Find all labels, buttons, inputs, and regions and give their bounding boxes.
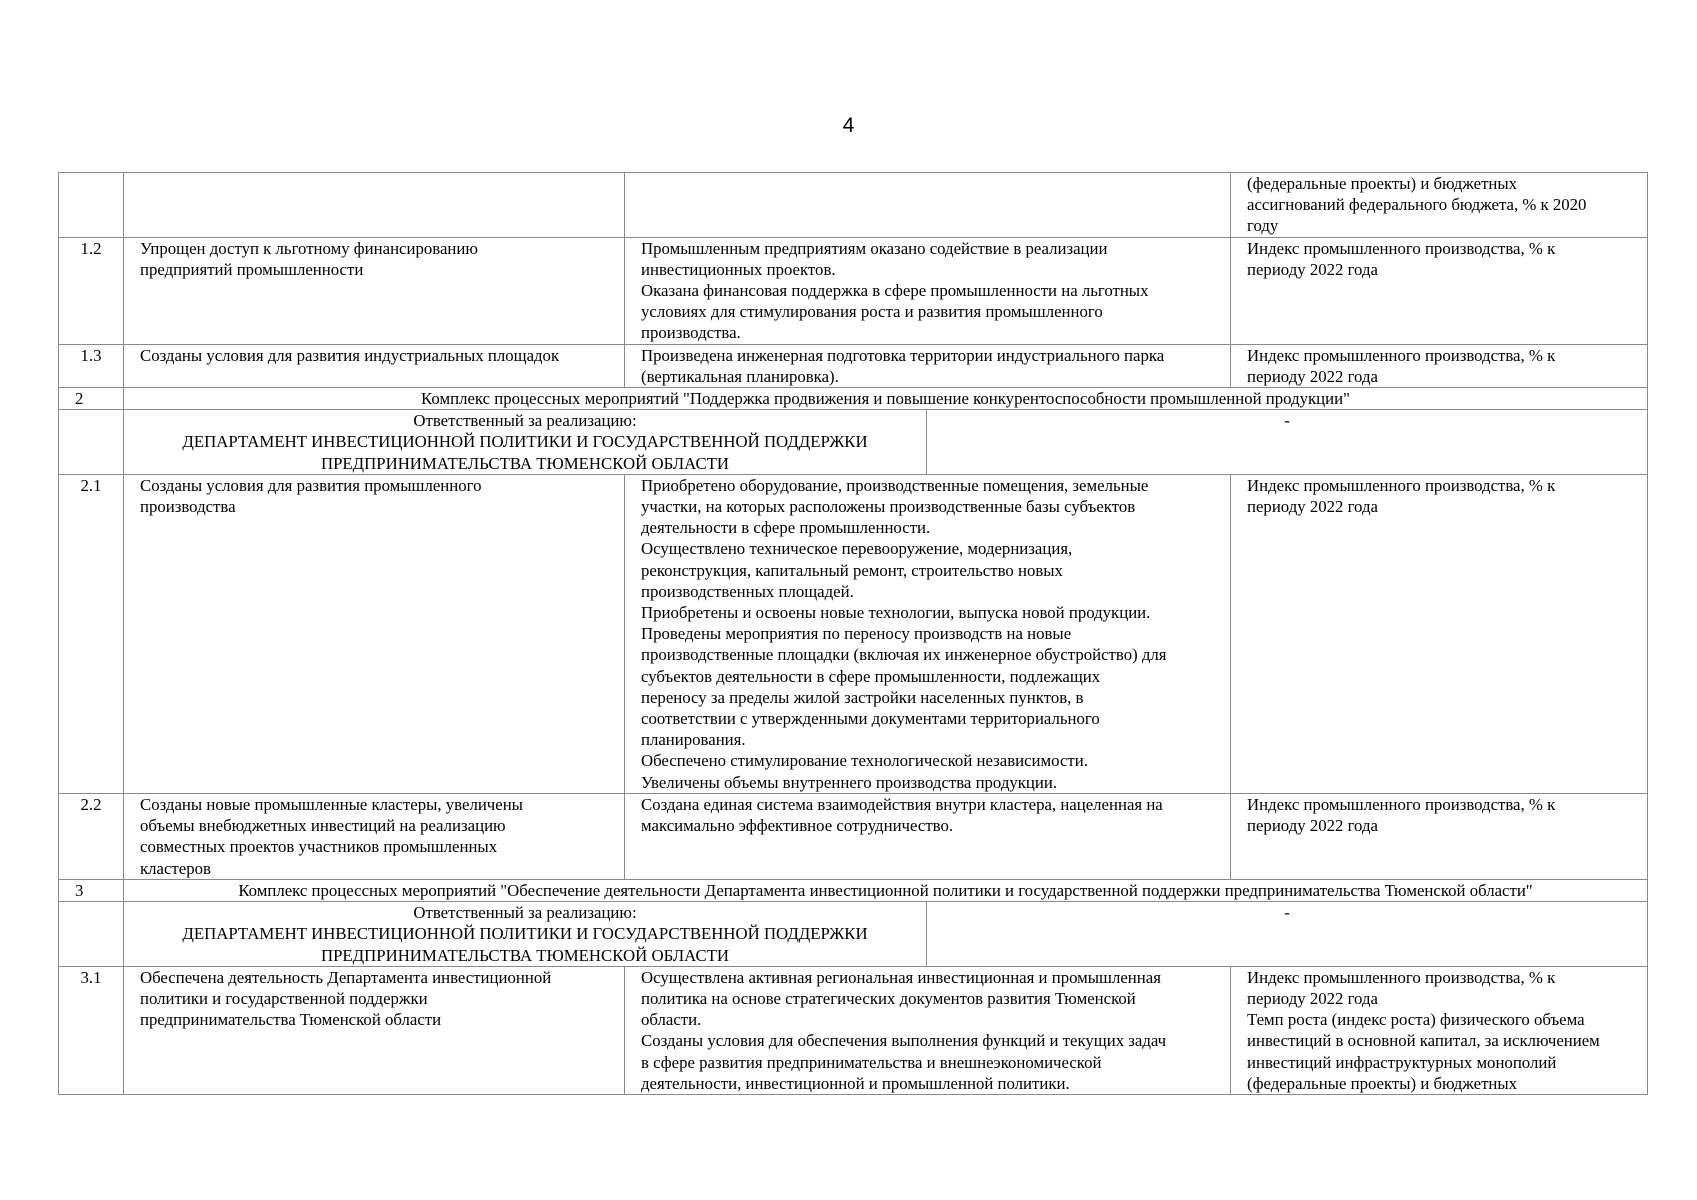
result-cell: Приобретено оборудование, производственные помещения, земельные участки, на которых расположены производственные базы субъектов деятельности в сфере промышленности. Осуществлено техническое перевооружение, модернизация, реконструкция, капитальный ремонт, строительство новых производственных площадей. Приобретены и освоены новые технологии, выпуска новой продукции. Проведены мероприятия по переносу производств на новые производственные площадки (включая их инженерное обустройство) для субъектов деятельности в сфере промышленности, подлежащих переносу за пределы жилой застройки населенных пунктов, в соответствии с утвержденными документами территориального планирования. Обеспечено стимулирование технологической независимости. Увеличены объемы внутреннего производства продукции. — [625, 474, 1231, 793]
table-row — [59, 344, 1648, 387]
indicator-cell: Индекс промышленного производства, % к периоду 2022 года Темп роста (индекс роста) физического объема инвестиций в основной капитал, за исключением инвестиций инфраструктурных монополий (федеральные проекты) и бюджетных — [1231, 966, 1648, 1094]
responsible-row — [59, 410, 1648, 475]
table-row — [59, 173, 1648, 238]
table-row — [59, 237, 1648, 344]
responsible-row — [59, 902, 1648, 967]
indicator-cell: Индекс промышленного производства, % к периоду 2022 года — [1231, 793, 1648, 879]
row-number: 3.1 — [59, 966, 124, 1094]
page-number: 4 — [842, 114, 855, 137]
result-cell: Создана единая система взаимодействия внутри кластера, нацеленная на максимально эффективное сотрудничество. — [625, 793, 1231, 879]
responsible-label: Ответственный за реализацию: ДЕПАРТАМЕНТ ИНВЕСТИЦИОННОЙ ПОЛИТИКИ И ГОСУДАРСТВЕННОЙ ПОДДЕРЖКИ ПРЕДПРИНИМАТЕЛЬСТВА ТЮМЕНСКОЙ ОБЛАСТИ — [124, 902, 927, 967]
indicator-cell: Индекс промышленного производства, % к периоду 2022 года — [1231, 237, 1648, 344]
empty-cell — [59, 410, 124, 475]
task-cell: Упрощен доступ к льготному финансированию предприятий промышленности — [124, 237, 625, 344]
indicator-cell: (федеральные проекты) и бюджетных ассигнований федерального бюджета, % к 2020 году — [1231, 173, 1648, 238]
task-cell: Созданы новые промышленные кластеры, увеличены объемы внебюджетных инвестиций на реализацию совместных проектов участников промышленных кластеров — [124, 793, 625, 879]
row-number: 2.2 — [59, 793, 124, 879]
table-row — [59, 793, 1648, 879]
row-number: 2.1 — [59, 474, 124, 793]
row-number: 1.2 — [59, 237, 124, 344]
indicator-cell: Индекс промышленного производства, % к периоду 2022 года — [1231, 344, 1648, 387]
task-cell: Обеспечена деятельность Департамента инвестиционной политики и государственной поддержки предпринимательства Тюменской области — [124, 966, 625, 1094]
section-number: 3 — [59, 879, 124, 901]
row-number: 1.3 — [59, 344, 124, 387]
task-cell: Созданы условия для развития индустриальных площадок — [124, 344, 625, 387]
section-row — [59, 388, 1648, 410]
row-number — [59, 173, 124, 238]
result-cell: Осуществлена активная региональная инвестиционная и промышленная политика на основе стратегических документов развития Тюменской области. Созданы условия для обеспечения выполнения функций и текущих задач в сфере развития предпринимательства и внешнеэкономической деятельности, инвестиционной и промышленной политики. — [625, 966, 1231, 1094]
results-table — [58, 172, 1648, 1095]
responsible-label: Ответственный за реализацию: ДЕПАРТАМЕНТ ИНВЕСТИЦИОННОЙ ПОЛИТИКИ И ГОСУДАРСТВЕННОЙ ПОДДЕРЖКИ ПРЕДПРИНИМАТЕЛЬСТВА ТЮМЕНСКОЙ ОБЛАСТИ — [124, 410, 927, 475]
responsible-value: - — [927, 410, 1648, 475]
result-cell: Произведена инженерная подготовка территории индустриального парка (вертикальная планировка). — [625, 344, 1231, 387]
responsible-value: - — [927, 902, 1648, 967]
table-row — [59, 966, 1648, 1094]
empty-cell — [59, 902, 124, 967]
section-title: Комплекс процессных мероприятий "Обеспечение деятельности Департамента инвестиционной политики и государственной поддержки предпринимательства Тюменской области" — [124, 879, 1648, 901]
table-row — [59, 474, 1648, 793]
section-row — [59, 879, 1648, 901]
result-cell: Промышленным предприятиям оказано содействие в реализации инвестиционных проектов. Оказана финансовая поддержка в сфере промышленности на льготных условиях для стимулирования роста и развития промышленного производства. — [625, 237, 1231, 344]
result-cell — [625, 173, 1231, 238]
task-cell — [124, 173, 625, 238]
indicator-cell: Индекс промышленного производства, % к периоду 2022 года — [1231, 474, 1648, 793]
task-cell: Созданы условия для развития промышленного производства — [124, 474, 625, 793]
section-number: 2 — [59, 388, 124, 410]
section-title: Комплекс процессных мероприятий "Поддержка продвижения и повышение конкурентоспособности промышленной продукции" — [124, 388, 1648, 410]
